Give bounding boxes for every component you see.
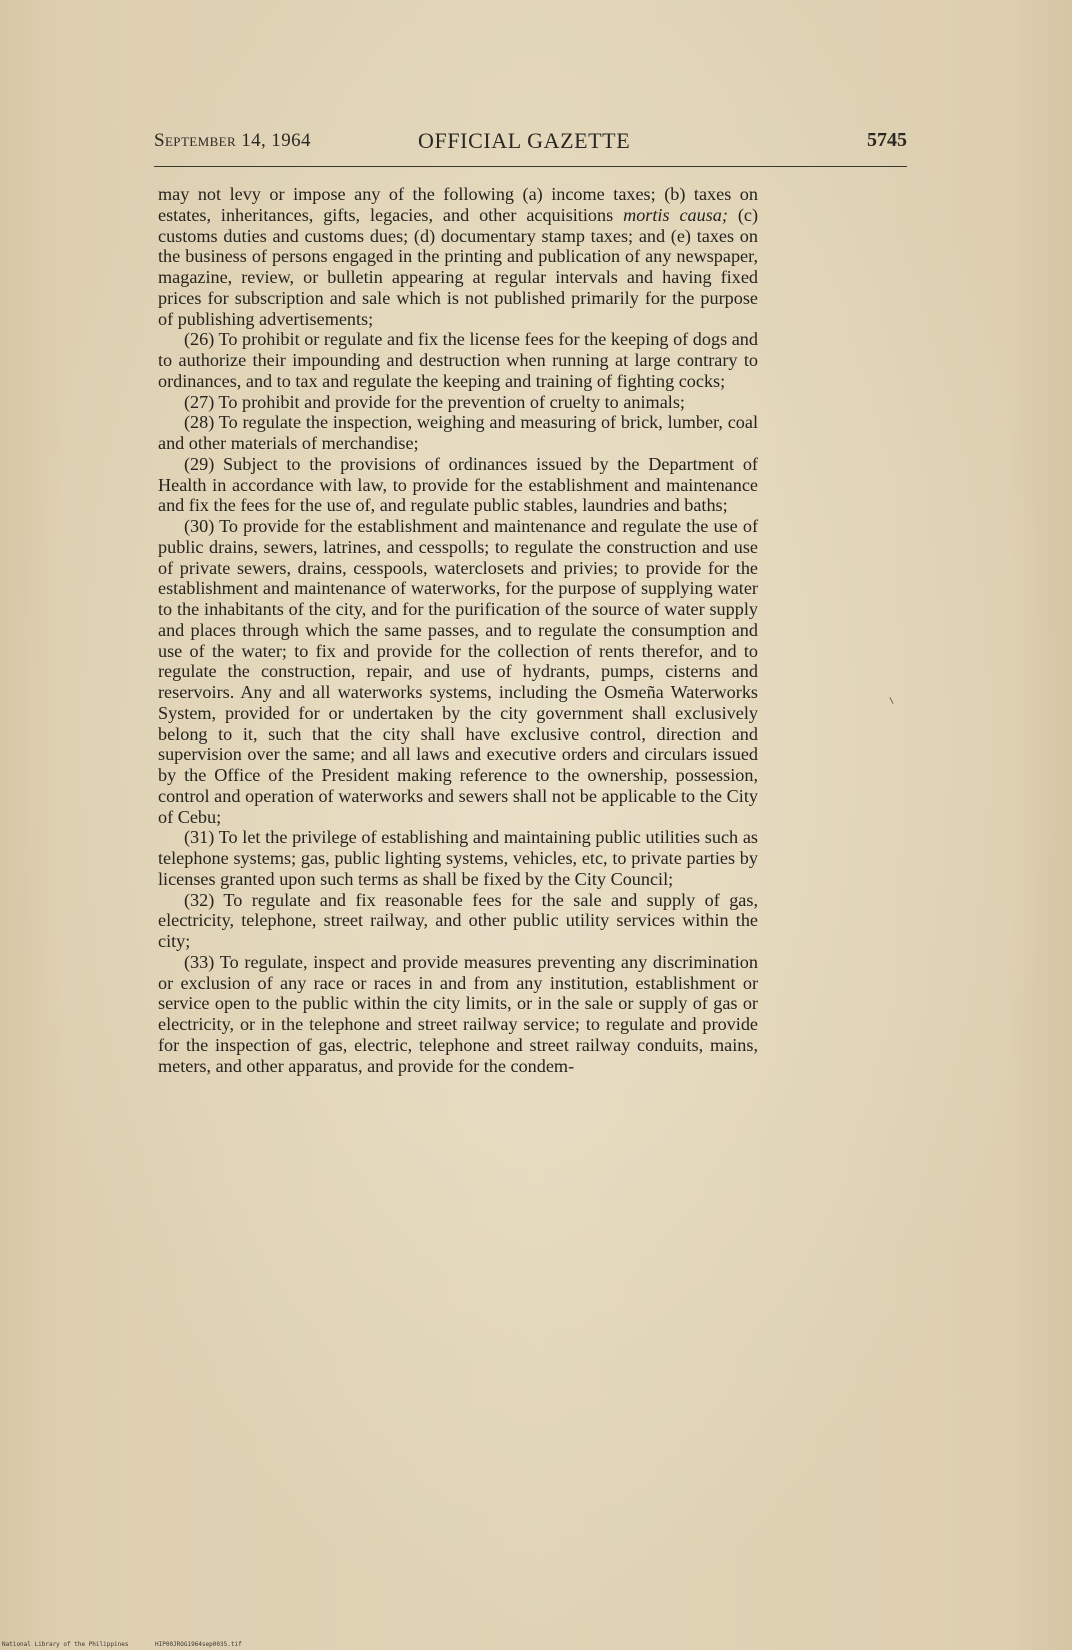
paragraph-30: (30) To provide for the establishment and maintenance and regulate the use of public drains, sewers, latrines, and cesspolls; to regulate the construction and use of private sewers, drains, cesspools, waterclosets and privies; to provide for the establishment and maintenance of waterworks, for the purpose of supplying water to the inhabitants of the city, and for the purification of the source of water supply and places through which the same passes, and to regulate the consumption and use of the water; to fix and provide for the collection of rents therefor, and to regulate the construction, repair, and use of hydrants, pumps, cisterns and reservoirs. Any and all waterworks systems, including the Osmeña Waterworks System, provided for or undertaken by the city government shall exclusively belong to it, such that the city shall have exclusive control, direction and supervision over the same; and all laws and executive orders and circulars issued by the Office of the President making reference to the ownership, possession, control and operation of waterworks and sewers shall not be applicable to the City of Cebu; (158, 516, 758, 827)
paragraph-32: (32) To regulate and fix reasonable fees for the sale and supply of gas, electricity, telephone, street railway, and other public utility services within the city; (158, 889, 758, 951)
paragraph-27: (27) To prohibit and provide for the prevention of cruelty to animals; (184, 391, 685, 412)
running-header (154, 130, 907, 164)
paragraph-31: (31) To let the privilege of establishing and maintaining public utilities such as telephone systems; gas, public lighting systems, vehicles, etc, to private parties by licenses granted upon such terms as shall be fixed by the City Council; (158, 827, 758, 889)
opening-italic: mortis causa; (623, 204, 728, 225)
footer-library: National Library of the Philippines (2, 1641, 129, 1648)
stray-mark (889, 697, 893, 704)
body-text (158, 184, 758, 1076)
page-number: 5745 (867, 129, 907, 151)
scan-footer (0, 1641, 1072, 1650)
opening-paragraph (158, 184, 758, 329)
header-rule (154, 166, 907, 167)
opening-text-rest: (c) customs duties and customs dues; (d) documentary stamp taxes; and (e) taxes on the business of persons engaged in the printing and publication of any newspaper, magazine, review, or bulletin appearing at regular intervals and having fixed prices for subscription and sale which is not published primarily for the purpose of publishing advertisements; (158, 204, 758, 329)
paragraph-28: (28) To regulate the inspection, weighing and measuring of brick, lumber, coal and other materials of merchandise; (158, 412, 758, 453)
paragraph-26: (26) To prohibit or regulate and fix the license fees for the keeping of dogs and to authorize their impounding and destruction when running at large contrary to ordinances, and to tax and regulate the keeping and training of fighting cocks; (158, 329, 758, 391)
opening-text: may not levy or impose any of the following (a) income taxes; (b) taxes on estates, inheritances, gifts, legacies, and other acquisitions (158, 184, 758, 225)
footer-filename: HIP00JROG1964sep0035.tif (155, 1641, 242, 1648)
paragraph-33: (33) To regulate, inspect and provide measures preventing any discrimination or exclusion of any race or races in and from any institution, establishment or service open to the public within the city limits, or in the sale or supply of gas or electricity, or in the telephone and street railway service; to regulate and provide for the inspection of gas, electric, telephone and street railway conduits, mains, meters, and other apparatus, and provide for the condem- (158, 951, 758, 1076)
paragraph-29: (29) Subject to the provisions of ordinances issued by the Department of Health in accordance with law, to provide for the establishment and maintenance and fix the fees for the use of, and regulate public stables, laundries and baths; (158, 453, 758, 516)
header-date: September 14, 1964 (154, 130, 311, 151)
publication-title: OFFICIAL GAZETTE (418, 128, 631, 153)
